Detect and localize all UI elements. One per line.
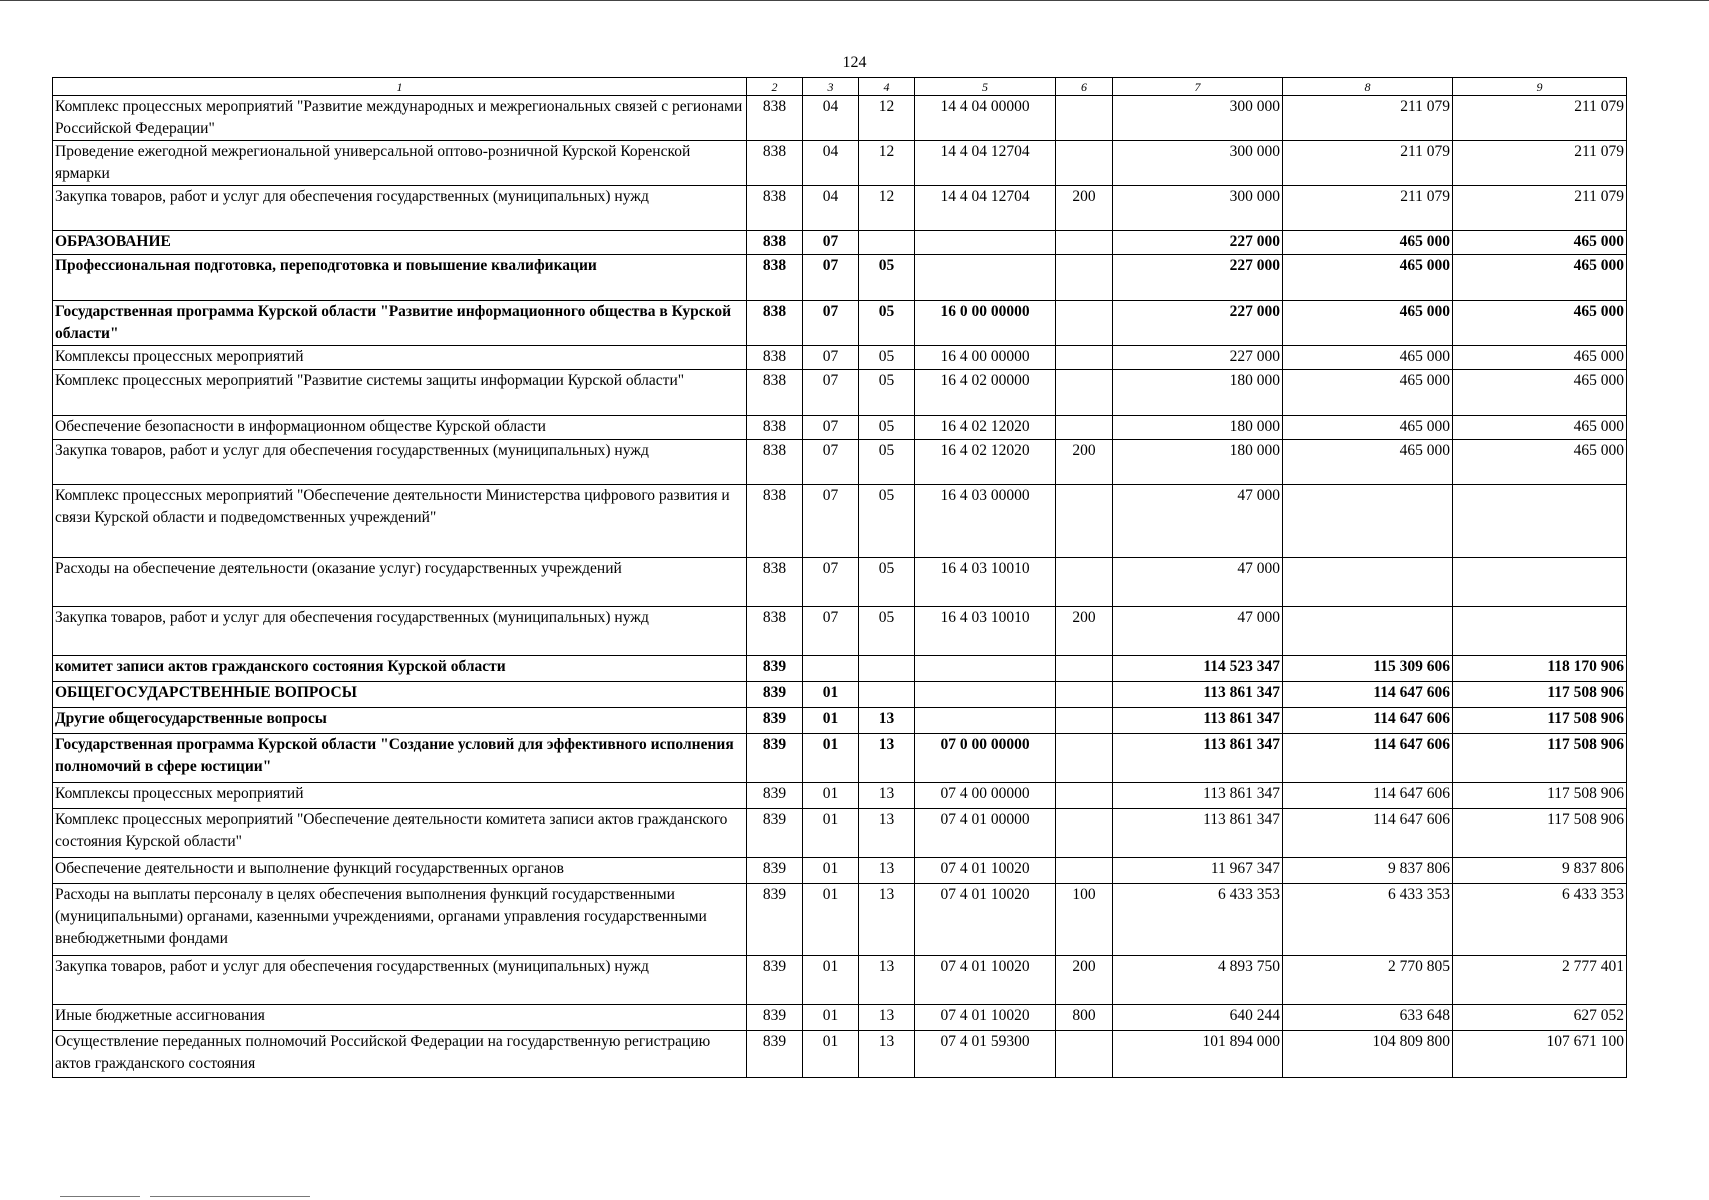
table-row [53,231,1627,255]
row-amount-col8: 6 433 353 [1283,884,1453,956]
row-amount-col9: 465 000 [1453,370,1627,416]
row-section-code: 07 [803,440,859,485]
row-subsection-code: 05 [859,558,915,607]
row-amount-col8: 465 000 [1283,370,1453,416]
row-expense-type [1056,370,1113,416]
row-amount-col7: 101 894 000 [1113,1031,1283,1078]
row-ved-code: 838 [747,186,803,231]
row-section-code: 01 [803,1005,859,1031]
table-row [53,956,1627,1005]
row-amount-col9: 2 777 401 [1453,956,1627,1005]
row-subsection-code: 05 [859,607,915,656]
row-amount-col7: 300 000 [1113,96,1283,141]
row-target-article: 07 4 01 10020 [915,956,1056,1005]
column-header: 8 [1283,78,1453,96]
row-amount-col7: 47 000 [1113,607,1283,656]
row-amount-col8: 465 000 [1283,346,1453,370]
table-body [53,96,1627,1078]
row-ved-code: 838 [747,607,803,656]
row-ved-code: 838 [747,485,803,558]
row-expense-type [1056,485,1113,558]
row-target-article: 14 4 04 00000 [915,96,1056,141]
row-expense-type [1056,783,1113,809]
row-amount-col7: 113 861 347 [1113,708,1283,734]
row-name: ОБРАЗОВАНИЕ [53,231,747,255]
column-header: 5 [915,78,1056,96]
row-ved-code: 838 [747,96,803,141]
row-amount-col8 [1283,607,1453,656]
table-row [53,141,1627,186]
row-section-code: 07 [803,255,859,301]
row-section-code: 01 [803,734,859,783]
column-header: 4 [859,78,915,96]
row-amount-col9: 465 000 [1453,346,1627,370]
column-header: 7 [1113,78,1283,96]
row-subsection-code: 12 [859,186,915,231]
row-amount-col9: 465 000 [1453,440,1627,485]
row-subsection-code: 12 [859,96,915,141]
table-row [53,485,1627,558]
row-subsection-code: 13 [859,734,915,783]
row-ved-code: 838 [747,255,803,301]
row-ved-code: 839 [747,708,803,734]
row-subsection-code: 13 [859,1031,915,1078]
row-target-article: 16 4 00 00000 [915,346,1056,370]
row-amount-col9: 117 508 906 [1453,783,1627,809]
row-amount-col9: 117 508 906 [1453,708,1627,734]
row-name: Комплексы процессных мероприятий [53,783,747,809]
row-amount-col9: 6 433 353 [1453,884,1627,956]
row-amount-col8: 465 000 [1283,416,1453,440]
row-subsection-code: 05 [859,301,915,346]
row-name: Проведение ежегодной межрегиональной универсальной оптово-розничной Курской Коренской ярмарки [53,141,747,186]
row-name: Комплекс процессных мероприятий "Развитие международных и межрегиональных связей с регионами Российской Федерации" [53,96,747,141]
row-amount-col9: 211 079 [1453,186,1627,231]
row-amount-col9: 9 837 806 [1453,858,1627,884]
row-amount-col8: 2 770 805 [1283,956,1453,1005]
row-section-code: 07 [803,558,859,607]
row-subsection-code: 05 [859,346,915,370]
row-expense-type: 100 [1056,884,1113,956]
row-name: Обеспечение безопасности в информационном обществе Курской области [53,416,747,440]
row-subsection-code: 05 [859,485,915,558]
row-amount-col7: 300 000 [1113,186,1283,231]
row-section-code: 04 [803,141,859,186]
row-expense-type: 200 [1056,440,1113,485]
table-row [53,1031,1627,1078]
row-target-article: 07 4 01 59300 [915,1031,1056,1078]
row-expense-type [1056,734,1113,783]
row-ved-code: 838 [747,370,803,416]
row-name: Другие общегосударственные вопросы [53,708,747,734]
row-expense-type: 800 [1056,1005,1113,1031]
row-amount-col8: 114 647 606 [1283,708,1453,734]
row-ved-code: 839 [747,734,803,783]
row-amount-col7: 113 861 347 [1113,783,1283,809]
row-section-code: 07 [803,370,859,416]
row-target-article: 16 4 03 10010 [915,558,1056,607]
row-section-code: 07 [803,231,859,255]
row-amount-col9: 465 000 [1453,301,1627,346]
row-target-article: 16 4 02 12020 [915,416,1056,440]
row-subsection-code: 13 [859,956,915,1005]
row-amount-col7: 47 000 [1113,485,1283,558]
row-section-code: 01 [803,884,859,956]
row-name: Обеспечение деятельности и выполнение функций государственных органов [53,858,747,884]
row-amount-col8: 114 647 606 [1283,734,1453,783]
row-ved-code: 839 [747,1031,803,1078]
row-expense-type: 200 [1056,186,1113,231]
row-ved-code: 838 [747,416,803,440]
row-amount-col8 [1283,485,1453,558]
column-header: 3 [803,78,859,96]
row-amount-col9: 465 000 [1453,255,1627,301]
row-expense-type [1056,141,1113,186]
row-ved-code: 839 [747,682,803,708]
table-row [53,346,1627,370]
table-row [53,607,1627,656]
row-amount-col7: 47 000 [1113,558,1283,607]
row-name: Иные бюджетные ассигнования [53,1005,747,1031]
table-row [53,96,1627,141]
row-amount-col8: 211 079 [1283,96,1453,141]
row-amount-col9: 211 079 [1453,96,1627,141]
row-section-code: 01 [803,1031,859,1078]
row-subsection-code: 12 [859,141,915,186]
row-section-code: 07 [803,416,859,440]
row-target-article: 16 4 02 00000 [915,370,1056,416]
row-expense-type [1056,301,1113,346]
row-amount-col7: 227 000 [1113,301,1283,346]
table-row [53,186,1627,231]
table-row [53,440,1627,485]
row-target-article: 07 4 01 10020 [915,884,1056,956]
row-expense-type [1056,231,1113,255]
row-amount-col8: 211 079 [1283,141,1453,186]
row-amount-col9: 117 508 906 [1453,682,1627,708]
row-amount-col7: 11 967 347 [1113,858,1283,884]
row-amount-col7: 113 861 347 [1113,809,1283,858]
row-amount-col7: 113 861 347 [1113,682,1283,708]
row-target-article: 14 4 04 12704 [915,186,1056,231]
row-target-article [915,708,1056,734]
row-expense-type [1056,708,1113,734]
row-section-code: 04 [803,186,859,231]
row-section-code: 01 [803,809,859,858]
row-amount-col8: 465 000 [1283,440,1453,485]
row-amount-col8: 104 809 800 [1283,1031,1453,1078]
table-row [53,1005,1627,1031]
row-name: Комплекс процессных мероприятий "Обеспечение деятельности Министерства цифрового развития и связи Курской области и подведомственных учреждений" [53,485,747,558]
row-subsection-code: 13 [859,1005,915,1031]
row-amount-col9: 465 000 [1453,416,1627,440]
column-number-row [53,78,1627,96]
row-ved-code: 838 [747,440,803,485]
row-amount-col8: 114 647 606 [1283,682,1453,708]
column-header: 6 [1056,78,1113,96]
row-amount-col7: 6 433 353 [1113,884,1283,956]
row-amount-col9: 117 508 906 [1453,734,1627,783]
row-amount-col7: 300 000 [1113,141,1283,186]
row-target-article: 16 4 03 00000 [915,485,1056,558]
row-expense-type [1056,558,1113,607]
row-ved-code: 838 [747,558,803,607]
table-row [53,558,1627,607]
row-expense-type [1056,96,1113,141]
row-ved-code: 839 [747,656,803,682]
row-expense-type [1056,656,1113,682]
row-target-article: 16 4 02 12020 [915,440,1056,485]
row-amount-col7: 227 000 [1113,231,1283,255]
row-target-article [915,231,1056,255]
row-amount-col8: 211 079 [1283,186,1453,231]
row-section-code: 07 [803,346,859,370]
row-name: Государственная программа Курской области "Создание условий для эффективного исполнения полномочий в сфере юстиции" [53,734,747,783]
row-amount-col9: 211 079 [1453,141,1627,186]
row-section-code: 07 [803,301,859,346]
row-name: Осуществление переданных полномочий Российской Федерации на государственную регистрацию актов гражданского состояния [53,1031,747,1078]
table-row [53,809,1627,858]
row-amount-col9 [1453,607,1627,656]
row-expense-type: 200 [1056,607,1113,656]
row-amount-col8: 114 647 606 [1283,809,1453,858]
row-section-code: 04 [803,96,859,141]
row-section-code: 07 [803,607,859,656]
row-amount-col7: 4 893 750 [1113,956,1283,1005]
row-subsection-code: 05 [859,440,915,485]
row-section-code: 01 [803,783,859,809]
row-section-code: 01 [803,708,859,734]
row-name: Профессиональная подготовка, переподготовка и повышение квалификации [53,255,747,301]
row-amount-col9 [1453,558,1627,607]
row-amount-col9: 117 508 906 [1453,809,1627,858]
table-row [53,884,1627,956]
row-ved-code: 839 [747,1005,803,1031]
row-amount-col8: 633 648 [1283,1005,1453,1031]
row-subsection-code: 05 [859,370,915,416]
row-name: ОБЩЕГОСУДАРСТВЕННЫЕ ВОПРОСЫ [53,682,747,708]
column-header: 1 [53,78,747,96]
row-expense-type [1056,416,1113,440]
row-ved-code: 838 [747,346,803,370]
scan-top-edge [0,0,1709,1]
row-amount-col8: 465 000 [1283,231,1453,255]
row-name: Расходы на обеспечение деятельности (оказание услуг) государственных учреждений [53,558,747,607]
row-name: Комплекс процессных мероприятий "Обеспечение деятельности комитета записи актов гражданского состояния Курской области" [53,809,747,858]
row-ved-code: 839 [747,956,803,1005]
table-row [53,301,1627,346]
row-amount-col8: 9 837 806 [1283,858,1453,884]
row-section-code: 01 [803,956,859,1005]
row-expense-type [1056,1031,1113,1078]
row-expense-type [1056,346,1113,370]
table-row [53,734,1627,783]
row-target-article: 16 0 00 00000 [915,301,1056,346]
row-amount-col9: 118 170 906 [1453,656,1627,682]
row-amount-col7: 180 000 [1113,440,1283,485]
row-subsection-code: 13 [859,884,915,956]
table-row [53,370,1627,416]
row-amount-col8: 465 000 [1283,255,1453,301]
row-amount-col9: 107 671 100 [1453,1031,1627,1078]
row-amount-col7: 180 000 [1113,416,1283,440]
row-name: Комплексы процессных мероприятий [53,346,747,370]
row-amount-col7: 114 523 347 [1113,656,1283,682]
row-target-article [915,656,1056,682]
row-target-article: 14 4 04 12704 [915,141,1056,186]
table-row [53,656,1627,682]
row-target-article [915,682,1056,708]
row-name: комитет записи актов гражданского состояния Курской области [53,656,747,682]
row-ved-code: 839 [747,809,803,858]
row-ved-code: 839 [747,783,803,809]
budget-table [52,77,1627,1078]
footer-rule [150,1196,310,1197]
row-amount-col9: 465 000 [1453,231,1627,255]
row-section-code: 01 [803,682,859,708]
row-ved-code: 839 [747,884,803,956]
row-ved-code: 838 [747,231,803,255]
row-amount-col9 [1453,485,1627,558]
row-subsection-code: 05 [859,255,915,301]
row-ved-code: 839 [747,858,803,884]
row-subsection-code: 13 [859,809,915,858]
row-amount-col8: 465 000 [1283,301,1453,346]
row-section-code: 07 [803,485,859,558]
row-name: Закупка товаров, работ и услуг для обеспечения государственных (муниципальных) нужд [53,956,747,1005]
row-target-article: 07 4 01 10020 [915,858,1056,884]
row-amount-col8: 115 309 606 [1283,656,1453,682]
row-amount-col7: 227 000 [1113,255,1283,301]
row-subsection-code [859,682,915,708]
table-row [53,416,1627,440]
row-subsection-code: 13 [859,708,915,734]
row-amount-col7: 113 861 347 [1113,734,1283,783]
row-name: Закупка товаров, работ и услуг для обеспечения государственных (муниципальных) нужд [53,186,747,231]
row-expense-type [1056,255,1113,301]
row-name: Закупка товаров, работ и услуг для обеспечения государственных (муниципальных) нужд [53,440,747,485]
row-section-code [803,656,859,682]
table-row [53,858,1627,884]
row-amount-col9: 627 052 [1453,1005,1627,1031]
row-expense-type: 200 [1056,956,1113,1005]
row-target-article [915,255,1056,301]
row-amount-col7: 640 244 [1113,1005,1283,1031]
row-subsection-code [859,231,915,255]
row-name: Государственная программа Курской области "Развитие информационного общества в Курской области" [53,301,747,346]
row-subsection-code: 05 [859,416,915,440]
row-name: Закупка товаров, работ и услуг для обеспечения государственных (муниципальных) нужд [53,607,747,656]
row-name: Комплекс процессных мероприятий "Развитие системы защиты информации Курской области" [53,370,747,416]
table-row [53,255,1627,301]
column-header: 9 [1453,78,1627,96]
table-row [53,682,1627,708]
row-subsection-code [859,656,915,682]
row-target-article: 07 4 00 00000 [915,783,1056,809]
table-row [53,708,1627,734]
row-expense-type [1056,809,1113,858]
row-target-article: 07 4 01 00000 [915,809,1056,858]
row-subsection-code: 13 [859,858,915,884]
row-expense-type [1056,858,1113,884]
row-amount-col7: 180 000 [1113,370,1283,416]
row-amount-col8: 114 647 606 [1283,783,1453,809]
column-header: 2 [747,78,803,96]
row-amount-col7: 227 000 [1113,346,1283,370]
row-ved-code: 838 [747,141,803,186]
table-row [53,783,1627,809]
row-target-article: 07 0 00 00000 [915,734,1056,783]
row-expense-type [1056,682,1113,708]
row-name: Расходы на выплаты персоналу в целях обеспечения выполнения функций государственными (муниципальными) органами, казенными учреждениями, органами управления государственными внебюджетными фондами [53,884,747,956]
row-ved-code: 838 [747,301,803,346]
footer-rule [60,1196,140,1197]
row-section-code: 01 [803,858,859,884]
row-target-article: 16 4 03 10010 [915,607,1056,656]
row-target-article: 07 4 01 10020 [915,1005,1056,1031]
row-amount-col8 [1283,558,1453,607]
row-subsection-code: 13 [859,783,915,809]
page-number: 124 [842,54,867,71]
